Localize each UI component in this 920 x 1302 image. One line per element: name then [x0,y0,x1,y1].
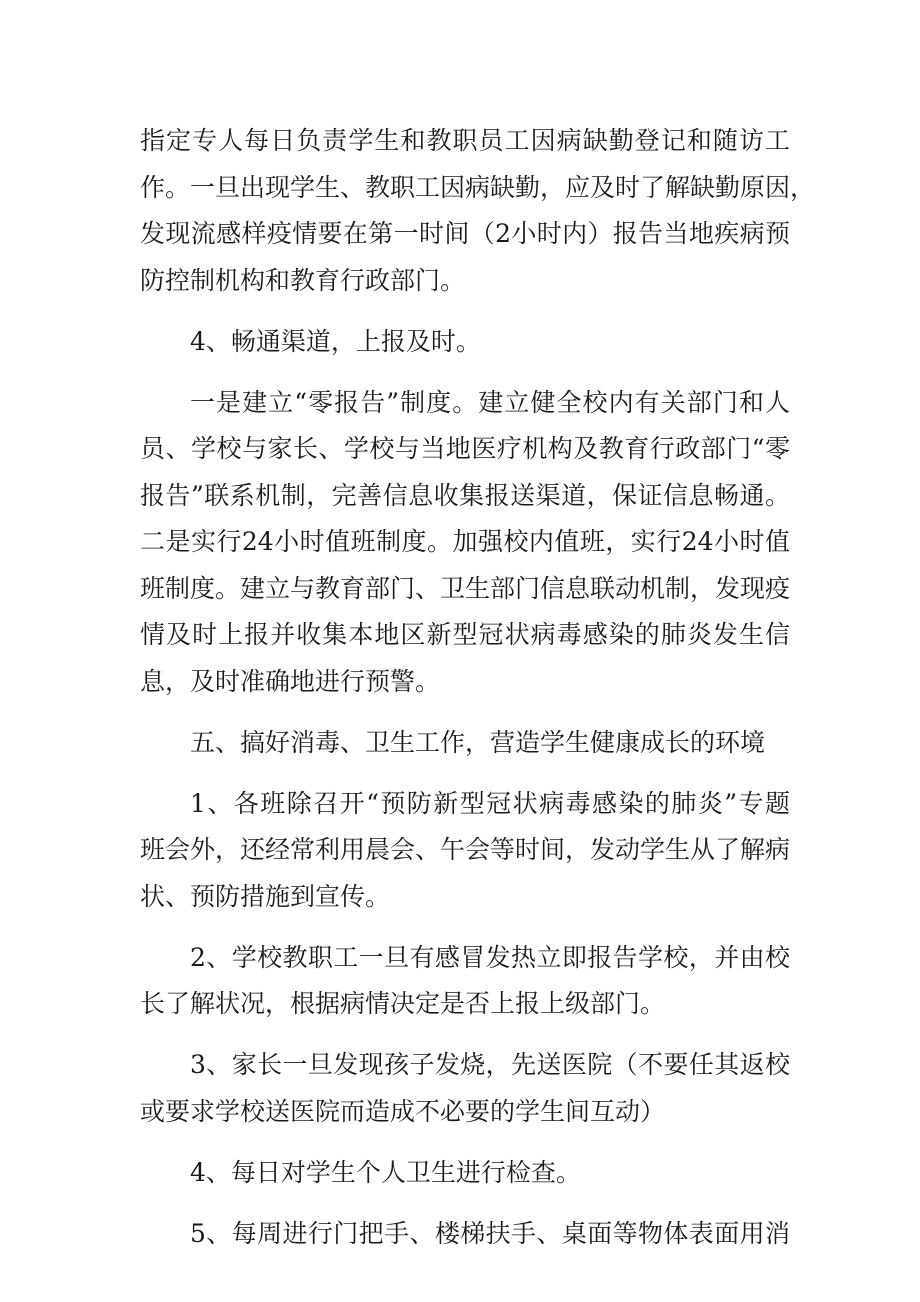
text-line-13: 五、搞好消毒、卫生工作，营造学生健康成长的环境 [190,727,766,757]
document-body [140,118,816,1257]
text-line-8: 报告”联系机制，完善信息收集报送渠道，保证信息畅通。 [140,480,790,510]
text-line-17: 2、学校教职工一旦有感冒发热立即报告学校，并由校 [190,942,790,972]
text-line-18: 长了解状况，根据病情决定是否上报上级部门。 [140,989,666,1018]
text-line-1: 指定专人每日负责学生和教职员工因病缺勤登记和随访工 [140,126,790,155]
text-line-5: 4、畅通渠道，上报及时。 [190,326,481,356]
text-line-22: 5、每周进行门把手、楼梯扶手、桌面等物体表面用消 [190,1218,790,1248]
text-line-7: 员、学校与家长、学校与当地医疗机构及教育行政部门“零 [140,434,790,463]
text-line-9: 二是实行24小时值班制度。加强校内值班，实行24小时值 [140,527,790,556]
text-line-15: 班会外，还经常利用晨会、午会等时间，发动学生从了解病 [140,835,791,864]
text-line-21: 4、每日对学生个人卫生进行检查。 [190,1157,581,1187]
text-line-2: 作。一旦出现学生、教职工因病缺勤，应及时了解缺勤原因， [140,172,816,202]
text-line-4: 防控制机构和教育行政部门。 [140,265,466,295]
text-line-6: 一是建立“零报告”制度。建立健全校内有关部门和人 [190,387,790,417]
text-line-3: 发现流感样疫情要在第一时间（2小时内）报告当地疾病预 [140,219,790,248]
text-line-16: 状、预防措施到宣传。 [140,881,391,911]
text-line-12: 息，及时准确地进行预警。 [140,666,441,696]
text-line-19: 3、家长一旦发现孩子发烧，先送医院（不要任其返校 [190,1050,790,1079]
text-line-10: 班制度。建立与教育部门、卫生部门信息联动机制，发现疫 [140,573,791,603]
text-line-11: 情及时上报并收集本地区新型冠状病毒感染的肺炎发生信 [140,620,790,649]
text-line-14: 1、各班除召开“预防新型冠状病毒感染的肺炎”专题 [190,788,790,818]
text-line-20: 或要求学校送医院而造成不必要的学生间互动） [140,1096,666,1126]
